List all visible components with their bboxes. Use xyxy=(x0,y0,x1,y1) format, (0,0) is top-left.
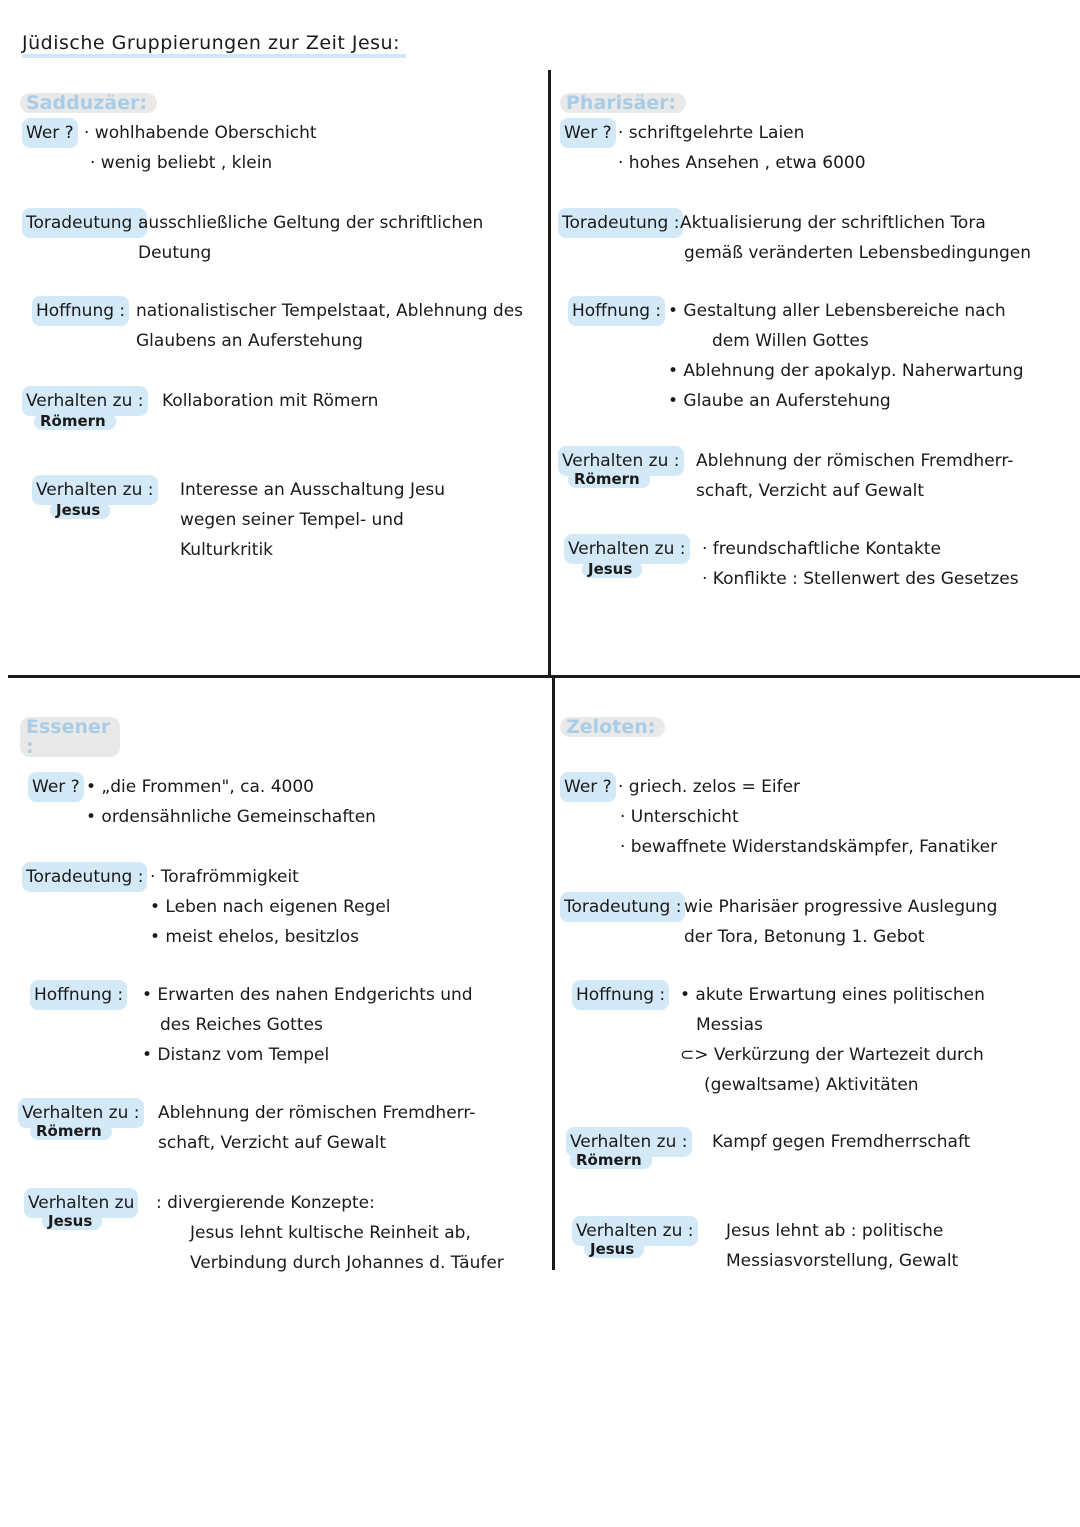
toradeutung-line: der Tora, Betonung 1. Gebot xyxy=(684,927,925,947)
roemer-line: Ablehnung der römischen Fremdherr- xyxy=(158,1103,476,1123)
hoffnung-line: (gewaltsame) Aktivitäten xyxy=(704,1075,919,1095)
group-title-pharisaeer: Pharisäer: xyxy=(560,93,686,113)
toradeutung-line: Deutung xyxy=(138,243,212,263)
verhalten-roemer-label: Verhalten zu : xyxy=(558,446,684,476)
jesus-line: · Konflikte : Stellenwert des Gesetzes xyxy=(702,569,1019,589)
roemer-sublabel: Römern xyxy=(568,471,650,488)
wer-label: Wer ? xyxy=(560,118,616,148)
toradeutung-label: Toradeutung : xyxy=(22,208,147,238)
hoffnung-line: • Ablehnung der apokalyp. Naherwartung xyxy=(668,361,1024,381)
jesus-line: Jesus lehnt kultische Reinheit ab, xyxy=(190,1223,471,1243)
verhalten-roemer-label: Verhalten zu : xyxy=(18,1098,144,1128)
hoffnung-line: ⊂> Verkürzung der Wartezeit durch xyxy=(680,1045,984,1065)
wer-line: · wohlhabende Oberschicht xyxy=(84,123,317,143)
jesus-line: Jesus lehnt ab : politische xyxy=(726,1221,944,1241)
wer-line: · hohes Ansehen , etwa 6000 xyxy=(618,153,866,173)
roemer-line: Kampf gegen Fremdherrschaft xyxy=(712,1132,971,1152)
jesus-line: · freundschaftliche Kontakte xyxy=(702,539,941,559)
toradeutung-label: Toradeutung : xyxy=(558,208,683,238)
roemer-sublabel: Römern xyxy=(34,413,116,430)
verhalten-jesus-label: Verhalten zu : xyxy=(32,475,158,505)
toradeutung-label: Toradeutung : xyxy=(22,862,147,892)
wer-line: • „die Frommen", ca. 4000 xyxy=(86,777,314,797)
wer-line: • ordensähnliche Gemeinschaften xyxy=(86,807,376,827)
verhalten-roemer-label: Verhalten zu : xyxy=(566,1127,692,1157)
roemer-line: schaft, Verzicht auf Gewalt xyxy=(696,481,925,501)
verhalten-jesus-label: Verhalten zu xyxy=(24,1188,138,1218)
toradeutung-line: ausschließliche Geltung der schriftlichen xyxy=(138,213,484,233)
hoffnung-line: des Reiches Gottes xyxy=(160,1015,323,1035)
verhalten-jesus-label: Verhalten zu : xyxy=(564,534,690,564)
jesus-line: Verbindung durch Johannes d. Täufer xyxy=(190,1253,504,1273)
jesus-sublabel: Jesus xyxy=(584,1241,644,1258)
toradeutung-line: · Torafrömmigkeit xyxy=(150,867,299,887)
vertical-divider xyxy=(548,70,551,675)
wer-label: Wer ? xyxy=(28,772,84,802)
wer-line: · Unterschicht xyxy=(620,807,739,827)
wer-line: · schriftgelehrte Laien xyxy=(618,123,805,143)
hoffnung-label: Hoffnung : xyxy=(32,296,129,326)
hoffnung-line: • Gestaltung aller Lebensbereiche nach xyxy=(668,301,1006,321)
wer-line: · griech. zelos = Eifer xyxy=(618,777,801,797)
vertical-divider-lower xyxy=(552,675,555,1270)
jesus-line: Kulturkritik xyxy=(180,540,274,560)
wer-line: · bewaffnete Widerstandskämpfer, Fanatiker xyxy=(620,837,998,857)
roemer-line: Ablehnung der römischen Fremdherr- xyxy=(696,451,1014,471)
verhalten-jesus-label: Verhalten zu : xyxy=(572,1216,698,1246)
roemer-sublabel: Römern xyxy=(30,1123,112,1140)
hoffnung-line: • akute Erwartung eines politischen xyxy=(680,985,985,1005)
horizontal-divider xyxy=(8,675,1080,678)
group-title-sadduzaeer: Sadduzäer: xyxy=(20,93,157,113)
jesus-sublabel: Jesus xyxy=(42,1213,102,1230)
jesus-line: Interesse an Ausschaltung Jesu xyxy=(180,480,446,500)
toradeutung-line: • meist ehelos, besitzlos xyxy=(150,927,359,947)
group-title-zeloten: Zeloten: xyxy=(560,717,665,737)
hoffnung-line: nationalistischer Tempelstaat, Ablehnung des xyxy=(136,301,524,321)
hoffnung-label: Hoffnung : xyxy=(30,980,127,1010)
wer-label: Wer ? xyxy=(560,772,616,802)
jesus-sublabel: Jesus xyxy=(582,561,642,578)
hoffnung-line: Messias xyxy=(696,1015,763,1035)
hoffnung-line: • Glaube an Auferstehung xyxy=(668,391,891,411)
jesus-sublabel: Jesus xyxy=(50,502,110,519)
hoffnung-line: • Erwarten des nahen Endgerichts und xyxy=(142,985,473,1005)
toradeutung-line: • Leben nach eigenen Regel xyxy=(150,897,391,917)
roemer-line: Kollaboration mit Römern xyxy=(162,391,379,411)
jesus-line: Messiasvorstellung, Gewalt xyxy=(726,1251,959,1271)
hoffnung-line: Glaubens an Auferstehung xyxy=(136,331,363,351)
page-title: Jüdische Gruppierungen zur Zeit Jesu: xyxy=(22,30,406,58)
jesus-line: : divergierende Konzepte: xyxy=(156,1193,375,1213)
verhalten-roemer-label: Verhalten zu : xyxy=(22,386,148,416)
wer-label: Wer ? xyxy=(22,118,78,148)
toradeutung-line: wie Pharisäer progressive Auslegung xyxy=(684,897,998,917)
jesus-line: wegen seiner Tempel- und xyxy=(180,510,404,530)
roemer-sublabel: Römern xyxy=(570,1152,652,1169)
hoffnung-label: Hoffnung : xyxy=(568,296,665,326)
toradeutung-line: gemäß veränderten Lebensbedingungen xyxy=(684,243,1031,263)
group-title-essener: Essener : xyxy=(20,717,120,757)
hoffnung-line: • Distanz vom Tempel xyxy=(142,1045,330,1065)
toradeutung-line: Aktualisierung der schriftlichen Tora xyxy=(680,213,986,233)
wer-line: · wenig beliebt , klein xyxy=(90,153,273,173)
roemer-line: schaft, Verzicht auf Gewalt xyxy=(158,1133,387,1153)
hoffnung-line: dem Willen Gottes xyxy=(712,331,869,351)
hoffnung-label: Hoffnung : xyxy=(572,980,669,1010)
toradeutung-label: Toradeutung : xyxy=(560,892,685,922)
